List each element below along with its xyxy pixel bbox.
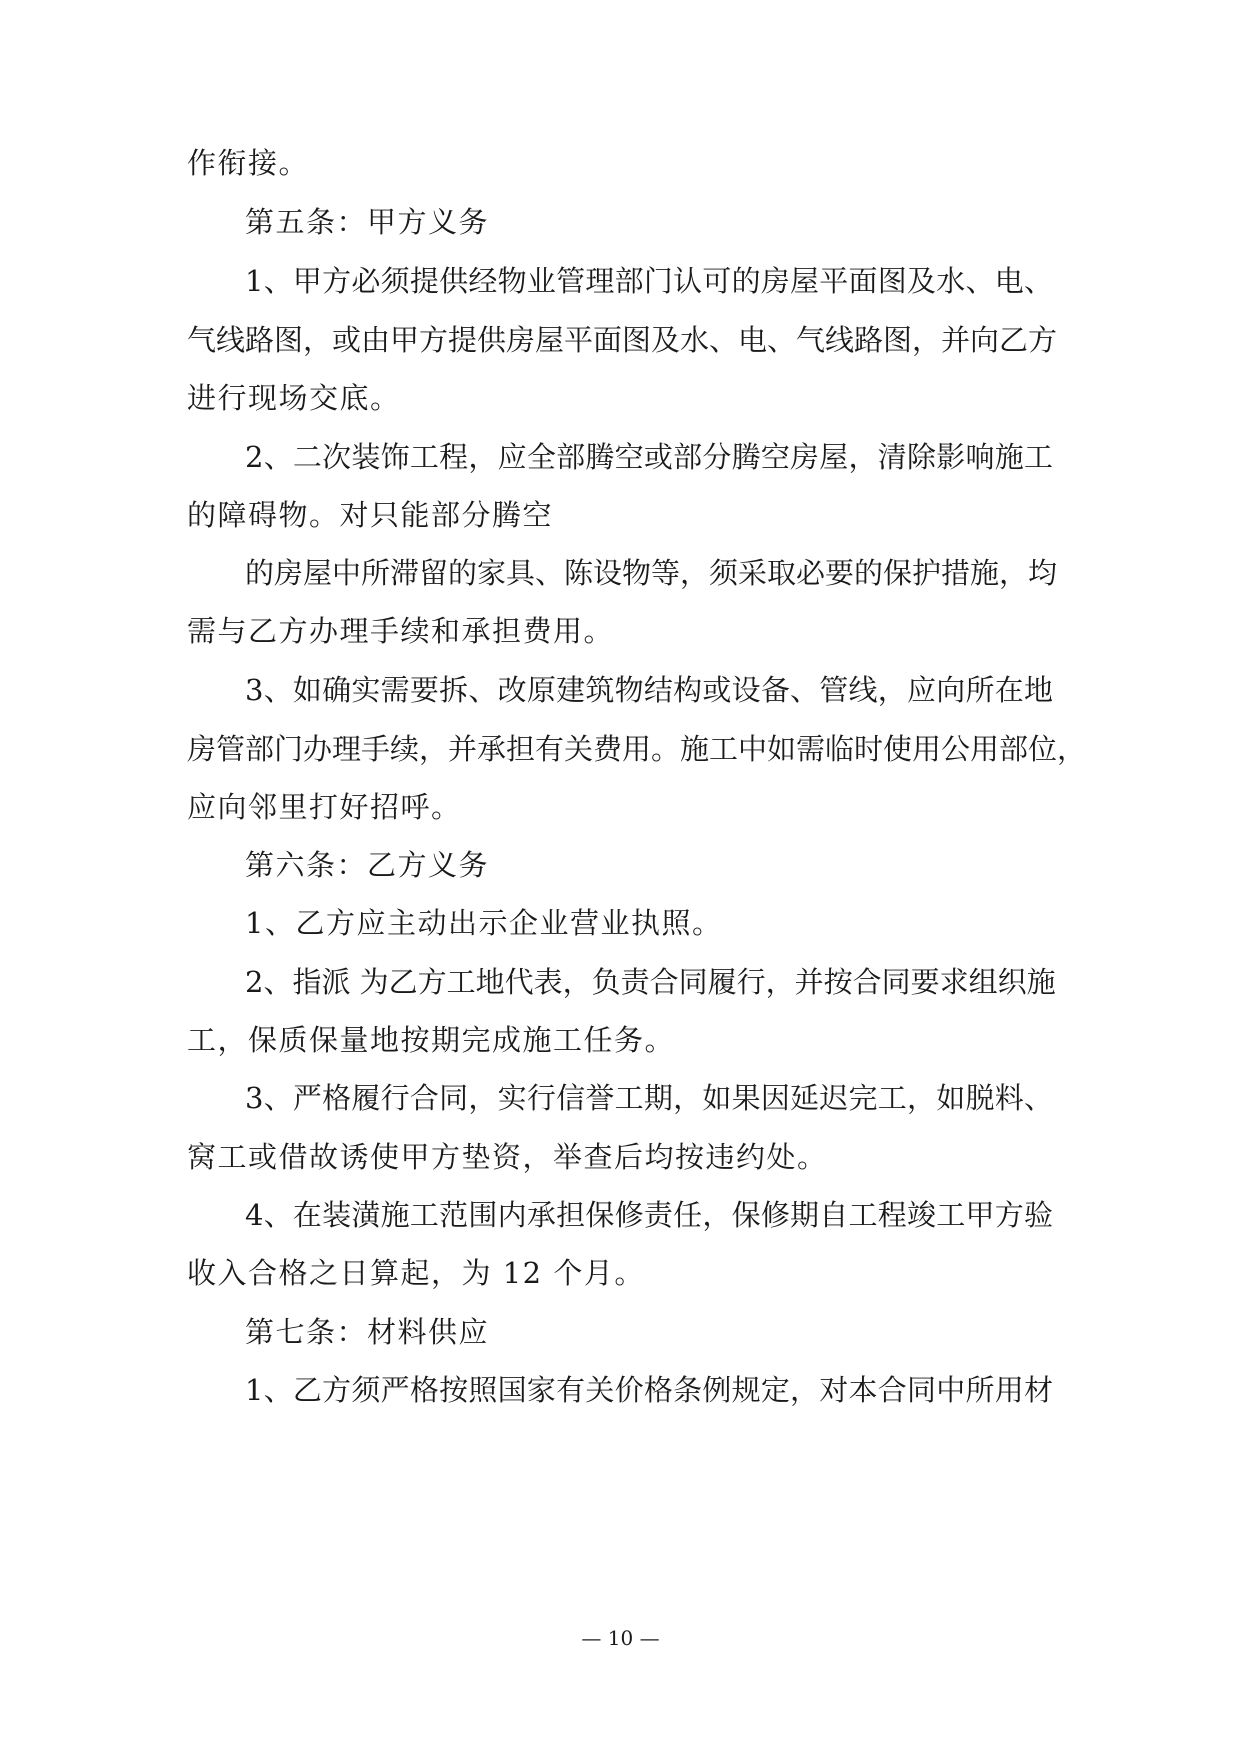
page-number: — 10 —: [581, 1626, 660, 1650]
paragraph-line: 收入合格之日算起，为 12 个月。: [187, 1256, 645, 1290]
paragraph-line: 进行现场交底。: [187, 381, 401, 415]
paragraph-line: 需与乙方办理手续和承担费用。: [187, 614, 615, 648]
paragraph-line: 气线路图，或由甲方提供房屋平面图及水、电、气线路图，并向乙方: [187, 323, 1058, 357]
paragraph-line: 2、指派 为乙方工地代表，负责合同履行，并按合同要求组织施: [245, 965, 1056, 999]
paragraph-line: 的房屋中所滞留的家具、陈设物等，须采取必要的保护措施，均: [245, 556, 1058, 590]
paragraph-line: 作衔接。: [187, 146, 310, 180]
paragraph-line: 3、严格履行合同，实行信誉工期，如果因延迟完工，如脱料、: [245, 1081, 1053, 1115]
section-heading: 第五条：甲方义务: [245, 205, 490, 239]
paragraph-line: 1、乙方须严格按照国家有关价格条例规定，对本合同中所用材: [245, 1373, 1053, 1407]
section-heading: 第六条：乙方义务: [245, 848, 490, 882]
paragraph-line: 房管部门办理手续，并承担有关费用。施工中如需临时使用公用部位，: [187, 732, 1087, 766]
paragraph-line: 3、如确实需要拆、改原建筑物结构或设备、管线，应向所在地: [245, 673, 1053, 707]
paragraph-line: 应向邻里打好招呼。: [187, 790, 462, 824]
paragraph-line: 窝工或借故诱使甲方垫资，举查后均按违约处。: [187, 1140, 828, 1174]
section-heading: 第七条：材料供应: [245, 1315, 490, 1349]
paragraph-line: 2、二次装饰工程，应全部腾空或部分腾空房屋，清除影响施工: [245, 440, 1053, 474]
paragraph-line: 1、甲方必须提供经物业管理部门认可的房屋平面图及水、电、: [245, 264, 1053, 298]
paragraph-line: 1、乙方应主动出示企业营业执照。: [245, 906, 723, 940]
paragraph-line: 的障碍物。对只能部分腾空: [187, 498, 554, 532]
paragraph-line: 4、在装潢施工范围内承担保修责任，保修期自工程竣工甲方验: [245, 1198, 1053, 1232]
paragraph-line: 工，保质保量地按期完成施工任务。: [187, 1023, 676, 1057]
